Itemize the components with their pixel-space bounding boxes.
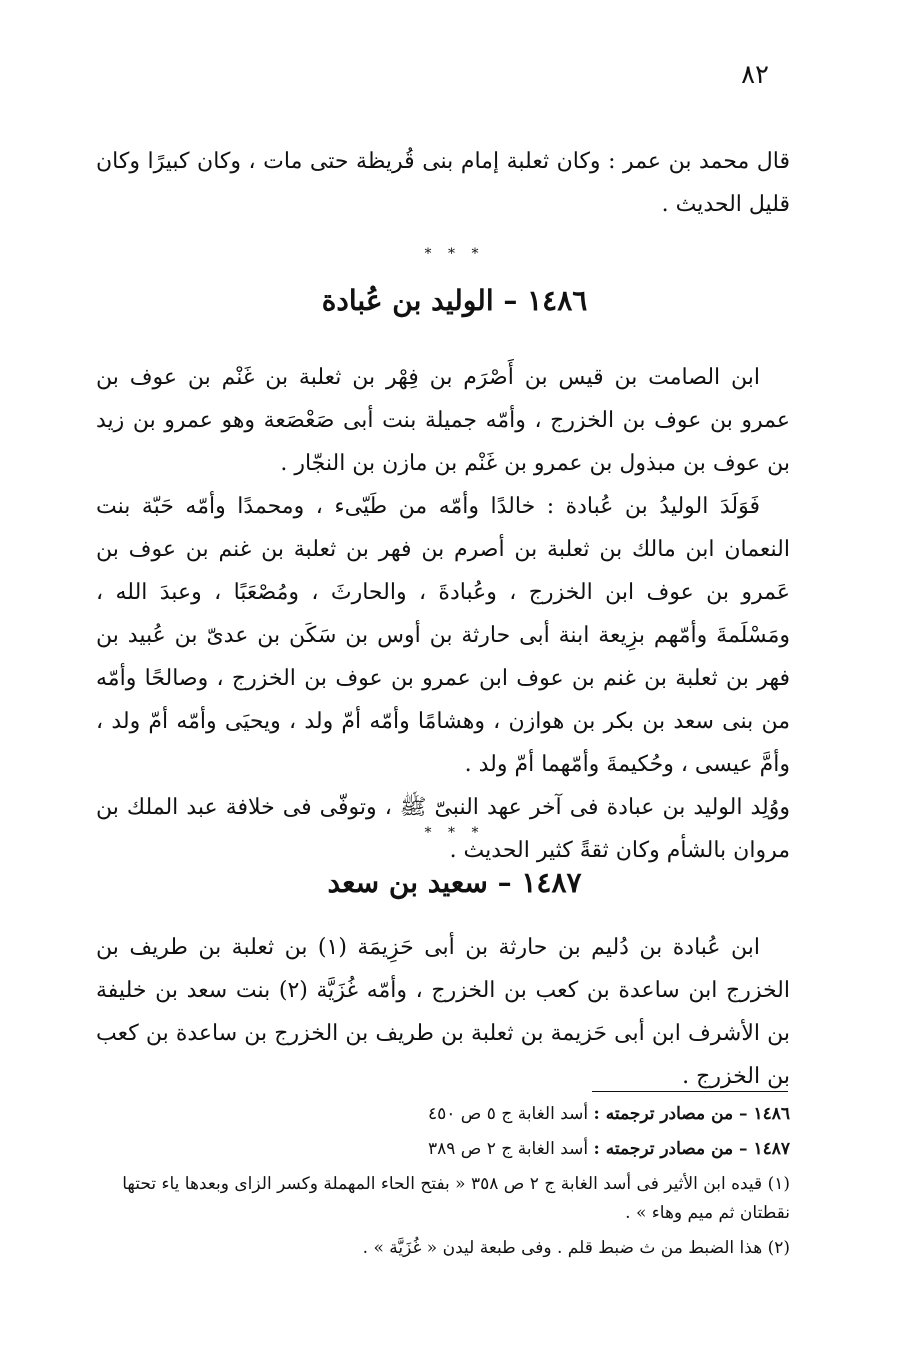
entry-body-1487 (96, 926, 790, 1098)
footnote-text: أسد الغابة ج ٢ ص ٣٨٩ (428, 1139, 589, 1159)
footnote-sources-1487 (96, 1135, 790, 1164)
footnote-sources-1486 (96, 1100, 790, 1129)
footnote-1: (١) قيده ابن الأثير فى أسد الغابة ج ٢ ص ٣٥٨ « بفتح الحاء المهملة وكسر الزاى وبعدها ياء تحتها نقطتان ثم ميم وهاء » . (122, 1174, 790, 1223)
section-separator: * * * (424, 825, 485, 841)
entry-heading-1486: ١٤٨٦ – الوليد بن عُبادة (321, 284, 588, 317)
entry-1486-paragraph-children: فَوَلَدَ الوليدُ بن عُبادة : خالدًا وأمّه من طَيّىء ، ومحمدًا وأمّه حَبّة بنت النعمان ابن مالك بن ثعلبة بن أصرم بن فهر بن ثعلبة بن غنم بن عوف بن عَمرو بن عوف ابن الخزرج ، وعُبادةَ ، والحارثَ ، ومُصْعَبًا ، وعبدَ الله ، ومَسْلَمةَ وأمّهم بزِيعة ابنة أبى حارثة بن أوس بن سَكَن بن عدىّ بن عُبيد بن فهر بن ثعلبة بن غنم بن عوف ابن عمرو بن عوف بن الخزرج ، وصالحًا وأمّه من بنى سعد بن بكر بن هوازن ، وهشامًا وأمّه أمّ ولد ، ويحيَى وأمّه أمّ ولد ، وأمَّ عيسى ، وحُكيمةَ وأمّهما أمّ ولد . (96, 494, 790, 777)
footnote-label: ١٤٨٧ – من مصادر ترجمته : (593, 1139, 790, 1159)
footnote-2: (٢) هذا الضبط من ث ضبط قلم . وفى طبعة ليدن « غُزَيَّة » . (362, 1238, 790, 1258)
entry-1487-paragraph-lineage: ابن عُبادة بن دُليم بن حارثة بن أبى حَزِيمَة (١) بن ثعلبة بن طريف بن الخزرج ابن ساعدة بن كعب بن الخزرج ، وأمّه غُزَيَّة (٢) بنت سعد بن خليفة بن الأشرف ابن أبى حَزيمة بن ثعلبة بن طريف بن الخزرج بن ساعدة بن كعب بن الخزرج . (96, 935, 790, 1089)
section-separator: * * * (424, 246, 485, 262)
entry-1486-paragraph-lineage: ابن الصامت بن قيس بن أَصْرَم بن فِهْر بن ثعلبة بن غَنْم بن عوف بن عمرو بن عوف بن الخزرج ، وأمّه جميلة بنت أبى صَعْصَعة وهو عمرو بن زيد بن عوف بن مبذول بن عمرو بن غَنْم بن مازن بن النجّار . (96, 365, 790, 476)
entry-1486-paragraph-birth: ووُلِد الوليد بن عبادة فى آخر عهد النبىّ ﷺ ، وتوفّى فى خلافة عبد الملك بن مروان بالشأم وكان ثقةً كثير الحديث . (96, 795, 790, 863)
entry-body-1486 (96, 356, 790, 872)
footnote-text: أسد الغابة ج ٥ ص ٤٥٠ (428, 1104, 589, 1124)
footnote-divider (592, 1091, 788, 1092)
intro-text: قال محمد بن عمر : وكان ثعلبة إمام بنى قُريظة حتى مات ، وكان كبيرًا وكان قليل الحديث . (96, 149, 790, 217)
footnote-label: ١٤٨٦ – من مصادر ترجمته : (593, 1104, 790, 1124)
entry-heading-1487: ١٤٨٧ – سعيد بن سعد (327, 866, 582, 899)
footnotes (96, 1100, 790, 1269)
intro-paragraph (96, 140, 790, 226)
page-number: ٨٢ (741, 60, 769, 90)
